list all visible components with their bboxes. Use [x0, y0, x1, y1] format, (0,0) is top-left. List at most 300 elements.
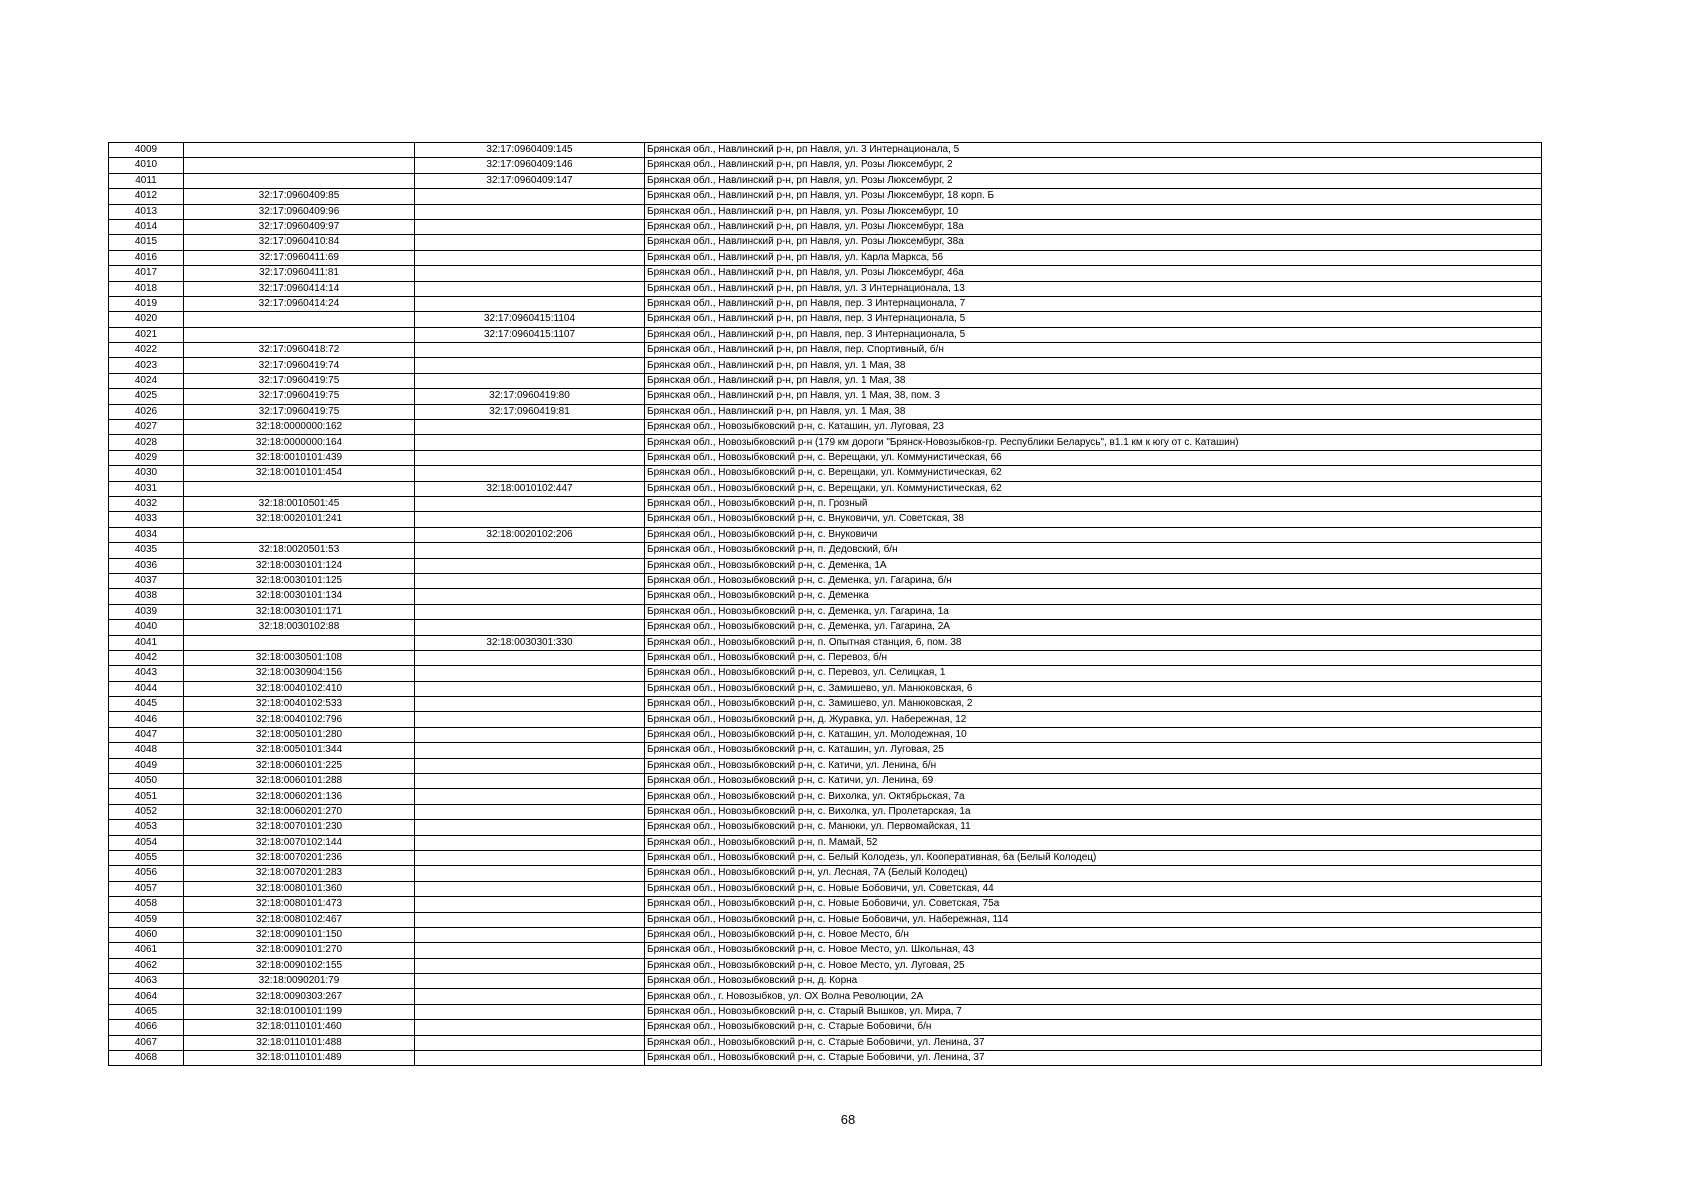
- address-cell: Брянская обл., Навлинский р-н, рп Навля, пер. 3 Интернационала, 5: [645, 327, 1542, 342]
- cadastral-number-cell: 32:18:0030101:171: [184, 604, 415, 619]
- row-number-cell: 4052: [109, 804, 184, 819]
- table-row: [109, 743, 1542, 758]
- row-number-cell: 4036: [109, 558, 184, 573]
- table-row: [109, 835, 1542, 850]
- address-cell: Брянская обл., Навлинский р-н, рп Навля, ул. Розы Люксембург, 18 корп. Б: [645, 189, 1542, 204]
- cadastral-number-2-cell: [415, 820, 645, 835]
- row-number-cell: 4060: [109, 927, 184, 942]
- table-row: [109, 481, 1542, 496]
- cadastral-number-2-cell: [415, 774, 645, 789]
- address-cell: Брянская обл., Новозыбковский р-н, с. Старые Бобовичи, ул. Ленина, 37: [645, 1035, 1542, 1050]
- table-row: [109, 712, 1542, 727]
- address-cell: Брянская обл., Навлинский р-н, рп Навля, ул. Розы Люксембург, 10: [645, 204, 1542, 219]
- address-cell: Брянская обл., Новозыбковский р-н, с. Деменка, ул. Гагарина, 1а: [645, 604, 1542, 619]
- row-number-cell: 4030: [109, 466, 184, 481]
- row-number-cell: 4028: [109, 435, 184, 450]
- address-cell: Брянская обл., Новозыбковский р-н, с. Старые Бобовичи, б/н: [645, 1020, 1542, 1035]
- address-cell: Брянская обл., Новозыбковский р-н, с. Новые Бобовичи, ул. Набережная, 114: [645, 912, 1542, 927]
- cadastral-number-2-cell: [415, 281, 645, 296]
- table-row: [109, 281, 1542, 296]
- cadastral-number-2-cell: [415, 266, 645, 281]
- row-number-cell: 4013: [109, 204, 184, 219]
- address-cell: Брянская обл., г. Новозыбков, ул. ОХ Волна Революции, 2А: [645, 989, 1542, 1004]
- row-number-cell: 4050: [109, 774, 184, 789]
- table-row: [109, 820, 1542, 835]
- cadastral-number-cell: 32:18:0060101:225: [184, 758, 415, 773]
- cadastral-number-cell: 32:18:0030904:156: [184, 666, 415, 681]
- cadastral-number-cell: [184, 173, 415, 188]
- row-number-cell: 4055: [109, 850, 184, 865]
- cadastral-number-2-cell: [415, 558, 645, 573]
- cadastral-number-2-cell: [415, 496, 645, 511]
- table-body: [109, 143, 1542, 1066]
- cadastral-number-2-cell: [415, 573, 645, 588]
- cadastral-number-2-cell: [415, 343, 645, 358]
- address-cell: Брянская обл., Новозыбковский р-н, с. Новое Место, ул. Луговая, 25: [645, 958, 1542, 973]
- cadastral-number-2-cell: [415, 866, 645, 881]
- row-number-cell: 4049: [109, 758, 184, 773]
- address-cell: Брянская обл., Новозыбковский р-н, с. Перевоз, ул. Селицкая, 1: [645, 666, 1542, 681]
- address-cell: Брянская обл., Навлинский р-н, рп Навля, ул. Розы Люксембург, 18а: [645, 219, 1542, 234]
- cadastral-number-2-cell: [415, 189, 645, 204]
- table-row: [109, 173, 1542, 188]
- table-row: [109, 604, 1542, 619]
- table-row: [109, 235, 1542, 250]
- address-cell: Брянская обл., Новозыбковский р-н, с. Манюки, ул. Первомайская, 11: [645, 820, 1542, 835]
- cadastral-number-cell: 32:18:0050101:344: [184, 743, 415, 758]
- address-cell: Брянская обл., Навлинский р-н, рп Навля, ул. 3 Интернационала, 13: [645, 281, 1542, 296]
- cadastral-number-cell: 32:18:0020101:241: [184, 512, 415, 527]
- row-number-cell: 4063: [109, 974, 184, 989]
- cadastral-number-2-cell: [415, 543, 645, 558]
- row-number-cell: 4058: [109, 897, 184, 912]
- cadastral-number-cell: 32:18:0030102:88: [184, 620, 415, 635]
- address-cell: Брянская обл., Новозыбковский р-н, с. Катичи, ул. Ленина, б/н: [645, 758, 1542, 773]
- cadastral-number-2-cell: 32:18:0020102:206: [415, 527, 645, 542]
- row-number-cell: 4032: [109, 496, 184, 511]
- cadastral-number-2-cell: [415, 650, 645, 665]
- row-number-cell: 4029: [109, 450, 184, 465]
- cadastral-number-cell: 32:18:0010101:454: [184, 466, 415, 481]
- cadastral-number-2-cell: [415, 758, 645, 773]
- cadastral-number-2-cell: [415, 681, 645, 696]
- cadastral-number-2-cell: [415, 235, 645, 250]
- row-number-cell: 4009: [109, 143, 184, 158]
- table-row: [109, 927, 1542, 942]
- cadastral-number-2-cell: 32:17:0960419:81: [415, 404, 645, 419]
- address-cell: Брянская обл., Навлинский р-н, рп Навля, пер. 3 Интернационала, 5: [645, 312, 1542, 327]
- cadastral-number-2-cell: [415, 435, 645, 450]
- address-cell: Брянская обл., Новозыбковский р-н (179 км дороги "Брянск-Новозыбков-гр. Республики Беларусь", в1.1 км к югу от с. Каташин): [645, 435, 1542, 450]
- row-number-cell: 4066: [109, 1020, 184, 1035]
- address-cell: Брянская обл., Новозыбковский р-н, с. Вихолка, ул. Октябрьская, 7а: [645, 789, 1542, 804]
- table-row: [109, 435, 1542, 450]
- table-row: [109, 466, 1542, 481]
- cadastral-number-2-cell: [415, 835, 645, 850]
- row-number-cell: 4037: [109, 573, 184, 588]
- row-number-cell: 4064: [109, 989, 184, 1004]
- cadastral-number-2-cell: 32:17:0960415:1107: [415, 327, 645, 342]
- address-cell: Брянская обл., Навлинский р-н, рп Навля, ул. 1 Мая, 38: [645, 358, 1542, 373]
- cadastral-number-cell: [184, 481, 415, 496]
- address-cell: Брянская обл., Новозыбковский р-н, с. Вихолка, ул. Пролетарская, 1а: [645, 804, 1542, 819]
- cadastral-number-cell: 32:18:0060201:270: [184, 804, 415, 819]
- row-number-cell: 4026: [109, 404, 184, 419]
- table-row: [109, 681, 1542, 696]
- cadastral-number-cell: 32:18:0060101:288: [184, 774, 415, 789]
- cadastral-number-cell: 32:18:0100101:199: [184, 1004, 415, 1019]
- table-row: [109, 496, 1542, 511]
- row-number-cell: 4033: [109, 512, 184, 527]
- table-row: [109, 404, 1542, 419]
- cadastral-number-2-cell: [415, 420, 645, 435]
- address-cell: Брянская обл., Новозыбковский р-н, с. Верещаки, ул. Коммунистическая, 62: [645, 481, 1542, 496]
- cadastral-number-2-cell: 32:17:0960415:1104: [415, 312, 645, 327]
- table-row: [109, 543, 1542, 558]
- cadastral-number-cell: 32:18:0030101:125: [184, 573, 415, 588]
- cadastral-number-2-cell: [415, 927, 645, 942]
- row-number-cell: 4047: [109, 727, 184, 742]
- row-number-cell: 4040: [109, 620, 184, 635]
- row-number-cell: 4014: [109, 219, 184, 234]
- address-cell: Брянская обл., Навлинский р-н, рп Навля, ул. Розы Люксембург, 38а: [645, 235, 1542, 250]
- table-row: [109, 881, 1542, 896]
- cadastral-number-2-cell: [415, 743, 645, 758]
- address-cell: Брянская обл., Новозыбковский р-н, п. Опытная станция, 6, пом. 38: [645, 635, 1542, 650]
- cadastral-number-cell: 32:17:0960410:84: [184, 235, 415, 250]
- table-row: [109, 635, 1542, 650]
- table-row: [109, 527, 1542, 542]
- cadastral-number-cell: 32:18:0060201:136: [184, 789, 415, 804]
- row-number-cell: 4011: [109, 173, 184, 188]
- address-cell: Брянская обл., Новозыбковский р-н, с. Катичи, ул. Ленина, 69: [645, 774, 1542, 789]
- address-cell: Брянская обл., Навлинский р-н, рп Навля, пер. 3 Интернационала, 7: [645, 296, 1542, 311]
- cadastral-number-cell: 32:18:0080101:360: [184, 881, 415, 896]
- table-row: [109, 143, 1542, 158]
- cadastral-number-2-cell: [415, 1020, 645, 1035]
- cadastral-number-cell: 32:18:0090303:267: [184, 989, 415, 1004]
- table-row: [109, 866, 1542, 881]
- address-cell: Брянская обл., Новозыбковский р-н, п. Грозный: [645, 496, 1542, 511]
- address-cell: Брянская обл., Новозыбковский р-н, с. Внуковичи: [645, 527, 1542, 542]
- cadastral-number-cell: 32:18:0090101:270: [184, 943, 415, 958]
- address-cell: Брянская обл., Новозыбковский р-н, с. Замишево, ул. Манюковская, 6: [645, 681, 1542, 696]
- table-row: [109, 189, 1542, 204]
- cadastral-number-cell: 32:18:0070201:283: [184, 866, 415, 881]
- row-number-cell: 4039: [109, 604, 184, 619]
- table-row: [109, 789, 1542, 804]
- table-row: [109, 758, 1542, 773]
- cadastral-number-2-cell: [415, 974, 645, 989]
- cadastral-number-cell: 32:18:0080102:467: [184, 912, 415, 927]
- row-number-cell: 4056: [109, 866, 184, 881]
- row-number-cell: 4031: [109, 481, 184, 496]
- row-number-cell: 4035: [109, 543, 184, 558]
- cadastral-number-2-cell: [415, 712, 645, 727]
- row-number-cell: 4023: [109, 358, 184, 373]
- row-number-cell: 4046: [109, 712, 184, 727]
- row-number-cell: 4020: [109, 312, 184, 327]
- cadastral-number-2-cell: [415, 358, 645, 373]
- address-cell: Брянская обл., Новозыбковский р-н, с. Старый Вышков, ул. Мира, 7: [645, 1004, 1542, 1019]
- address-cell: Брянская обл., Новозыбковский р-н, с. Каташин, ул. Луговая, 25: [645, 743, 1542, 758]
- cadastral-number-2-cell: [415, 727, 645, 742]
- table-row: [109, 296, 1542, 311]
- cadastral-number-2-cell: [415, 373, 645, 388]
- cadastral-number-cell: 32:18:0070101:230: [184, 820, 415, 835]
- table-row: [109, 804, 1542, 819]
- address-cell: Брянская обл., Новозыбковский р-н, п. Мамай, 52: [645, 835, 1542, 850]
- cadastral-number-2-cell: 32:18:0010102:447: [415, 481, 645, 496]
- row-number-cell: 4043: [109, 666, 184, 681]
- address-cell: Брянская обл., Новозыбковский р-н, д. Корна: [645, 974, 1542, 989]
- cadastral-number-cell: 32:18:0090101:150: [184, 927, 415, 942]
- row-number-cell: 4044: [109, 681, 184, 696]
- row-number-cell: 4018: [109, 281, 184, 296]
- cadastral-number-cell: 32:17:0960419:75: [184, 389, 415, 404]
- address-cell: Брянская обл., Новозыбковский р-н, с. Старые Бобовичи, ул. Ленина, 37: [645, 1051, 1542, 1066]
- table-row: [109, 974, 1542, 989]
- table-row: [109, 620, 1542, 635]
- cadastral-number-cell: 32:17:0960414:24: [184, 296, 415, 311]
- address-cell: Брянская обл., Новозыбковский р-н, с. Белый Колодезь, ул. Кооперативная, 6а (Белый Колодец): [645, 850, 1542, 865]
- address-cell: Брянская обл., Новозыбковский р-н, п. Дедовский, б/н: [645, 543, 1542, 558]
- address-cell: Брянская обл., Новозыбковский р-н, с. Новые Бобовичи, ул. Советская, 75а: [645, 897, 1542, 912]
- cadastral-number-2-cell: [415, 604, 645, 619]
- row-number-cell: 4068: [109, 1051, 184, 1066]
- cadastral-number-2-cell: [415, 897, 645, 912]
- cadastral-number-cell: 32:18:0040102:796: [184, 712, 415, 727]
- address-cell: Брянская обл., Новозыбковский р-н, с. Перевоз, б/н: [645, 650, 1542, 665]
- address-cell: Брянская обл., Новозыбковский р-н, с. Верещаки, ул. Коммунистическая, 66: [645, 450, 1542, 465]
- table-row: [109, 373, 1542, 388]
- table-row: [109, 1051, 1542, 1066]
- cadastral-number-2-cell: [415, 296, 645, 311]
- cadastral-number-cell: 32:17:0960409:85: [184, 189, 415, 204]
- table-row: [109, 958, 1542, 973]
- cadastral-number-cell: 32:18:0110101:460: [184, 1020, 415, 1035]
- address-cell: Брянская обл., Новозыбковский р-н, д. Журавка, ул. Набережная, 12: [645, 712, 1542, 727]
- row-number-cell: 4010: [109, 158, 184, 173]
- cadastral-number-cell: 32:17:0960419:75: [184, 373, 415, 388]
- cadastral-number-cell: 32:18:0000000:162: [184, 420, 415, 435]
- row-number-cell: 4038: [109, 589, 184, 604]
- table-row: [109, 343, 1542, 358]
- table-row: [109, 558, 1542, 573]
- address-cell: Брянская обл., Навлинский р-н, рп Навля, ул. 1 Мая, 38: [645, 373, 1542, 388]
- cadastral-number-cell: 32:18:0070201:236: [184, 850, 415, 865]
- table-row: [109, 512, 1542, 527]
- cadastral-number-2-cell: [415, 958, 645, 973]
- cadastral-number-2-cell: [415, 204, 645, 219]
- table-row: [109, 774, 1542, 789]
- cadastral-number-2-cell: [415, 697, 645, 712]
- cadastral-number-cell: 32:18:0090201:79: [184, 974, 415, 989]
- row-number-cell: 4027: [109, 420, 184, 435]
- table-row: [109, 650, 1542, 665]
- table-row: [109, 312, 1542, 327]
- table-row: [109, 327, 1542, 342]
- address-cell: Брянская обл., Новозыбковский р-н, с. Деменка: [645, 589, 1542, 604]
- row-number-cell: 4042: [109, 650, 184, 665]
- table-row: [109, 912, 1542, 927]
- cadastral-number-cell: 32:18:0110101:489: [184, 1051, 415, 1066]
- address-cell: Брянская обл., Навлинский р-н, рп Навля, пер. Спортивный, б/н: [645, 343, 1542, 358]
- cadastral-number-cell: 32:17:0960411:81: [184, 266, 415, 281]
- row-number-cell: 4057: [109, 881, 184, 896]
- table-row: [109, 450, 1542, 465]
- table-row: [109, 389, 1542, 404]
- row-number-cell: 4051: [109, 789, 184, 804]
- cadastral-number-2-cell: 32:17:0960409:145: [415, 143, 645, 158]
- cadastral-number-cell: 32:18:0090102:155: [184, 958, 415, 973]
- address-cell: Брянская обл., Навлинский р-н, рп Навля, ул. 1 Мая, 38, пом. 3: [645, 389, 1542, 404]
- cadastral-number-cell: 32:18:0040102:533: [184, 697, 415, 712]
- cadastral-number-cell: 32:18:0010501:45: [184, 496, 415, 511]
- table-row: [109, 358, 1542, 373]
- table-row: [109, 666, 1542, 681]
- row-number-cell: 4025: [109, 389, 184, 404]
- cadastral-number-2-cell: [415, 912, 645, 927]
- cadastral-number-cell: [184, 158, 415, 173]
- address-cell: Брянская обл., Навлинский р-н, рп Навля, ул. Карла Маркса, 56: [645, 250, 1542, 265]
- table-row: [109, 697, 1542, 712]
- table-row: [109, 1020, 1542, 1035]
- cadastral-number-2-cell: [415, 620, 645, 635]
- row-number-cell: 4024: [109, 373, 184, 388]
- address-cell: Брянская обл., Навлинский р-н, рп Навля, ул. Розы Люксембург, 2: [645, 158, 1542, 173]
- cadastral-number-cell: [184, 527, 415, 542]
- row-number-cell: 4062: [109, 958, 184, 973]
- row-number-cell: 4067: [109, 1035, 184, 1050]
- row-number-cell: 4022: [109, 343, 184, 358]
- cadastral-number-2-cell: 32:17:0960409:147: [415, 173, 645, 188]
- address-cell: Брянская обл., Новозыбковский р-н, с. Новое Место, ул. Школьная, 43: [645, 943, 1542, 958]
- row-number-cell: 4021: [109, 327, 184, 342]
- cadastral-number-cell: 32:18:0040102:410: [184, 681, 415, 696]
- cadastral-number-cell: 32:17:0960419:75: [184, 404, 415, 419]
- cadastral-number-2-cell: [415, 512, 645, 527]
- cadastral-number-cell: [184, 327, 415, 342]
- address-cell: Брянская обл., Навлинский р-н, рп Навля, ул. 3 Интернационала, 5: [645, 143, 1542, 158]
- row-number-cell: 4016: [109, 250, 184, 265]
- table-row: [109, 266, 1542, 281]
- address-cell: Брянская обл., Новозыбковский р-н, ул. Лесная, 7А (Белый Колодец): [645, 866, 1542, 881]
- row-number-cell: 4054: [109, 835, 184, 850]
- table-row: [109, 420, 1542, 435]
- address-cell: Брянская обл., Новозыбковский р-н, с. Новое Место, б/н: [645, 927, 1542, 942]
- cadastral-number-2-cell: [415, 1035, 645, 1050]
- cadastral-number-2-cell: [415, 466, 645, 481]
- table-row: [109, 897, 1542, 912]
- cadastral-number-cell: 32:18:0030101:124: [184, 558, 415, 573]
- address-cell: Брянская обл., Навлинский р-н, рп Навля, ул. 1 Мая, 38: [645, 404, 1542, 419]
- address-cell: Брянская обл., Новозыбковский р-н, с. Каташин, ул. Луговая, 23: [645, 420, 1542, 435]
- table-row: [109, 573, 1542, 588]
- cadastral-number-2-cell: [415, 789, 645, 804]
- cadastral-number-2-cell: [415, 943, 645, 958]
- registry-table: [108, 142, 1542, 1066]
- cadastral-number-cell: 32:17:0960418:72: [184, 343, 415, 358]
- cadastral-number-cell: 32:17:0960411:69: [184, 250, 415, 265]
- cadastral-number-cell: 32:18:0030501:108: [184, 650, 415, 665]
- cadastral-number-cell: 32:18:0000000:164: [184, 435, 415, 450]
- cadastral-number-cell: 32:18:0030101:134: [184, 589, 415, 604]
- cadastral-number-2-cell: [415, 666, 645, 681]
- cadastral-number-2-cell: [415, 589, 645, 604]
- cadastral-number-2-cell: [415, 881, 645, 896]
- cadastral-number-cell: 32:18:0080101:473: [184, 897, 415, 912]
- cadastral-number-cell: 32:17:0960419:74: [184, 358, 415, 373]
- cadastral-number-cell: [184, 143, 415, 158]
- cadastral-number-2-cell: [415, 250, 645, 265]
- cadastral-number-cell: 32:18:0020501:53: [184, 543, 415, 558]
- address-cell: Брянская обл., Новозыбковский р-н, с. Деменка, ул. Гагарина, 2А: [645, 620, 1542, 635]
- address-cell: Брянская обл., Новозыбковский р-н, с. Каташин, ул. Молодежная, 10: [645, 727, 1542, 742]
- address-cell: Брянская обл., Новозыбковский р-н, с. Деменка, 1А: [645, 558, 1542, 573]
- table-row: [109, 589, 1542, 604]
- row-number-cell: 4059: [109, 912, 184, 927]
- table-row: [109, 850, 1542, 865]
- row-number-cell: 4065: [109, 1004, 184, 1019]
- address-cell: Брянская обл., Новозыбковский р-н, с. Новые Бобовичи, ул. Советская, 44: [645, 881, 1542, 896]
- address-cell: Брянская обл., Навлинский р-н, рп Навля, ул. Розы Люксембург, 46а: [645, 266, 1542, 281]
- row-number-cell: 4017: [109, 266, 184, 281]
- table-row: [109, 989, 1542, 1004]
- table-row: [109, 727, 1542, 742]
- cadastral-number-cell: 32:18:0110101:488: [184, 1035, 415, 1050]
- cadastral-number-2-cell: [415, 804, 645, 819]
- cadastral-number-2-cell: [415, 219, 645, 234]
- cadastral-number-2-cell: [415, 1004, 645, 1019]
- row-number-cell: 4019: [109, 296, 184, 311]
- row-number-cell: 4048: [109, 743, 184, 758]
- table-row: [109, 204, 1542, 219]
- table-row: [109, 1004, 1542, 1019]
- row-number-cell: 4015: [109, 235, 184, 250]
- row-number-cell: 4045: [109, 697, 184, 712]
- row-number-cell: 4012: [109, 189, 184, 204]
- page-number: 68: [840, 1112, 856, 1127]
- table-row: [109, 219, 1542, 234]
- cadastral-number-cell: 32:18:0050101:280: [184, 727, 415, 742]
- address-cell: Брянская обл., Новозыбковский р-н, с. Верещаки, ул. Коммунистическая, 62: [645, 466, 1542, 481]
- cadastral-number-2-cell: [415, 989, 645, 1004]
- cadastral-number-cell: 32:17:0960414:14: [184, 281, 415, 296]
- cadastral-number-cell: [184, 312, 415, 327]
- address-cell: Брянская обл., Новозыбковский р-н, с. Внуковичи, ул. Советская, 38: [645, 512, 1542, 527]
- cadastral-number-cell: 32:18:0070102:144: [184, 835, 415, 850]
- cadastral-number-2-cell: 32:17:0960409:146: [415, 158, 645, 173]
- address-cell: Брянская обл., Новозыбковский р-н, с. Замишево, ул. Манюковская, 2: [645, 697, 1542, 712]
- cadastral-number-2-cell: [415, 850, 645, 865]
- cadastral-number-2-cell: [415, 1051, 645, 1066]
- table-row: [109, 250, 1542, 265]
- cadastral-number-cell: [184, 635, 415, 650]
- cadastral-number-2-cell: 32:17:0960419:80: [415, 389, 645, 404]
- table-row: [109, 943, 1542, 958]
- table-row: [109, 158, 1542, 173]
- address-cell: Брянская обл., Новозыбковский р-н, с. Деменка, ул. Гагарина, б/н: [645, 573, 1542, 588]
- cadastral-number-cell: 32:18:0010101:439: [184, 450, 415, 465]
- cadastral-number-2-cell: [415, 450, 645, 465]
- address-cell: Брянская обл., Навлинский р-н, рп Навля, ул. Розы Люксембург, 2: [645, 173, 1542, 188]
- row-number-cell: 4061: [109, 943, 184, 958]
- row-number-cell: 4053: [109, 820, 184, 835]
- cadastral-number-cell: 32:17:0960409:96: [184, 204, 415, 219]
- cadastral-number-cell: 32:17:0960409:97: [184, 219, 415, 234]
- cadastral-number-2-cell: 32:18:0030301:330: [415, 635, 645, 650]
